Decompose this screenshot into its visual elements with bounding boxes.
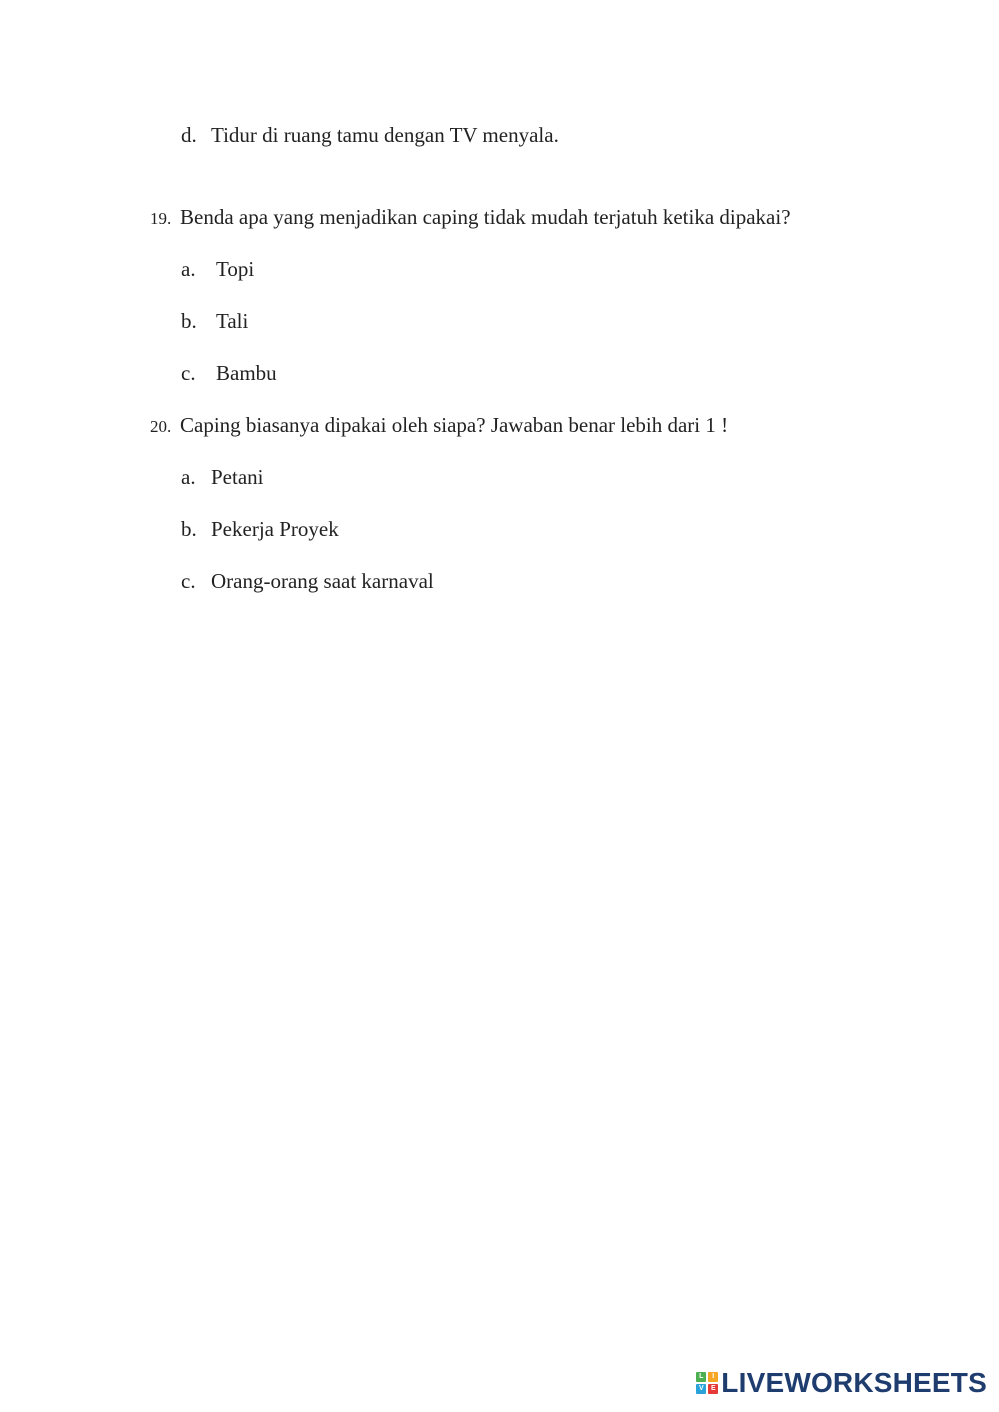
option-text: Petani — [211, 465, 264, 489]
option-text: Bambu — [216, 361, 277, 385]
option-letter: b. — [181, 309, 197, 333]
option-text: Tali — [216, 309, 249, 333]
option-letter: a. — [181, 465, 196, 489]
logo-mark-v: V — [696, 1384, 706, 1394]
q18-option-d — [181, 122, 559, 148]
question-20 — [150, 412, 728, 440]
logo-mark-i: I — [708, 1372, 718, 1382]
option-text: Topi — [216, 257, 255, 281]
option-text: Pekerja Proyek — [211, 517, 339, 541]
option-text: Orang-orang saat karnaval — [211, 569, 434, 593]
logo-text: LIVEWORKSHEETS — [721, 1367, 987, 1398]
option-letter: d. — [181, 123, 197, 147]
q20-option-b — [181, 516, 339, 542]
question-text: Caping biasanya dipakai oleh siapa? Jawaban benar lebih dari 1 ! — [180, 413, 729, 437]
question-number: 20. — [150, 417, 172, 436]
liveworksheets-logo — [696, 1368, 987, 1398]
question-19 — [150, 204, 791, 232]
question-number: 19. — [150, 209, 172, 228]
q20-option-a — [181, 464, 264, 490]
logo-mark-icon — [696, 1372, 718, 1394]
option-letter: b. — [181, 517, 197, 541]
q20-option-c — [181, 568, 434, 594]
option-letter: c. — [181, 569, 196, 593]
logo-mark-e: E — [708, 1384, 718, 1394]
option-letter: c. — [181, 361, 196, 385]
option-letter: a. — [181, 257, 196, 281]
question-text: Benda apa yang menjadikan caping tidak mudah terjatuh ketika dipakai? — [180, 205, 791, 229]
q19-option-b — [181, 308, 248, 334]
q19-option-c — [181, 360, 277, 386]
q19-option-a — [181, 256, 254, 282]
option-text: Tidur di ruang tamu dengan TV menyala. — [211, 123, 559, 147]
logo-mark-l: L — [696, 1372, 706, 1382]
